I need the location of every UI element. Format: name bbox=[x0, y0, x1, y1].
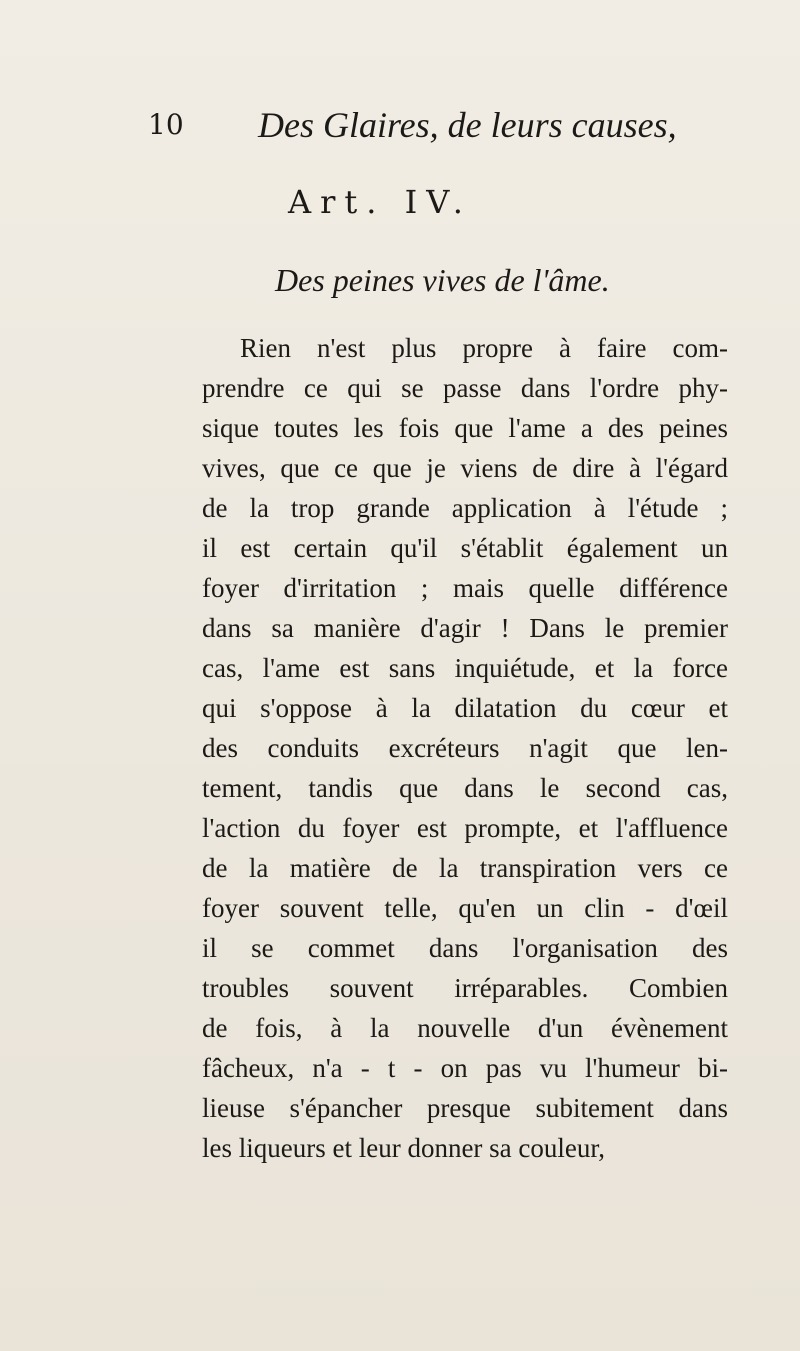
text-line: fâcheux, n'a - t - on pas vu l'humeur bi- bbox=[202, 1053, 728, 1083]
section-title: Des peines vives de l'âme. bbox=[275, 262, 610, 298]
text-line: foyer d'irritation ; mais quelle différence bbox=[202, 573, 728, 603]
article-heading: Art. IV. bbox=[288, 183, 472, 221]
text-line: prendre ce qui se passe dans l'ordre phy- bbox=[202, 373, 728, 403]
text-line: il est certain qu'il s'établit également un bbox=[202, 533, 728, 563]
text-line: Rien n'est plus propre à faire com- bbox=[240, 333, 728, 363]
text-line: foyer souvent telle, qu'en un clin - d'œil bbox=[202, 893, 728, 923]
body-text bbox=[202, 328, 728, 1168]
page-header bbox=[148, 104, 708, 154]
text-line: de fois, à la nouvelle d'un évènement bbox=[202, 1013, 728, 1043]
text-line: cas, l'ame est sans inquiétude, et la force bbox=[202, 653, 728, 683]
text-line: tement, tandis que dans le second cas, bbox=[202, 773, 728, 803]
text-line: les liqueurs et leur donner sa couleur, bbox=[202, 1133, 606, 1163]
text-line: qui s'oppose à la dilatation du cœur et bbox=[202, 693, 728, 723]
text-line: il se commet dans l'organisation des bbox=[202, 933, 728, 963]
text-line: sique toutes les fois que l'ame a des peines bbox=[202, 413, 728, 443]
text-line: dans sa manière d'agir ! Dans le premier bbox=[202, 613, 728, 643]
running-title: Des Glaires, de leurs causes, bbox=[258, 105, 677, 145]
text-line: lieuse s'épancher presque subitement dans bbox=[202, 1093, 728, 1123]
text-line: vives, que ce que je viens de dire à l'égard bbox=[202, 453, 728, 483]
page-number: 10 bbox=[148, 108, 184, 141]
text-line: troubles souvent irréparables. Combien bbox=[202, 973, 728, 1003]
text-line: l'action du foyer est prompte, et l'affluence bbox=[202, 813, 728, 843]
text-line: des conduits excréteurs n'agit que len- bbox=[202, 733, 728, 763]
text-line: de la matière de la transpiration vers ce bbox=[202, 853, 728, 883]
text-line: de la trop grande application à l'étude ; bbox=[202, 493, 728, 523]
